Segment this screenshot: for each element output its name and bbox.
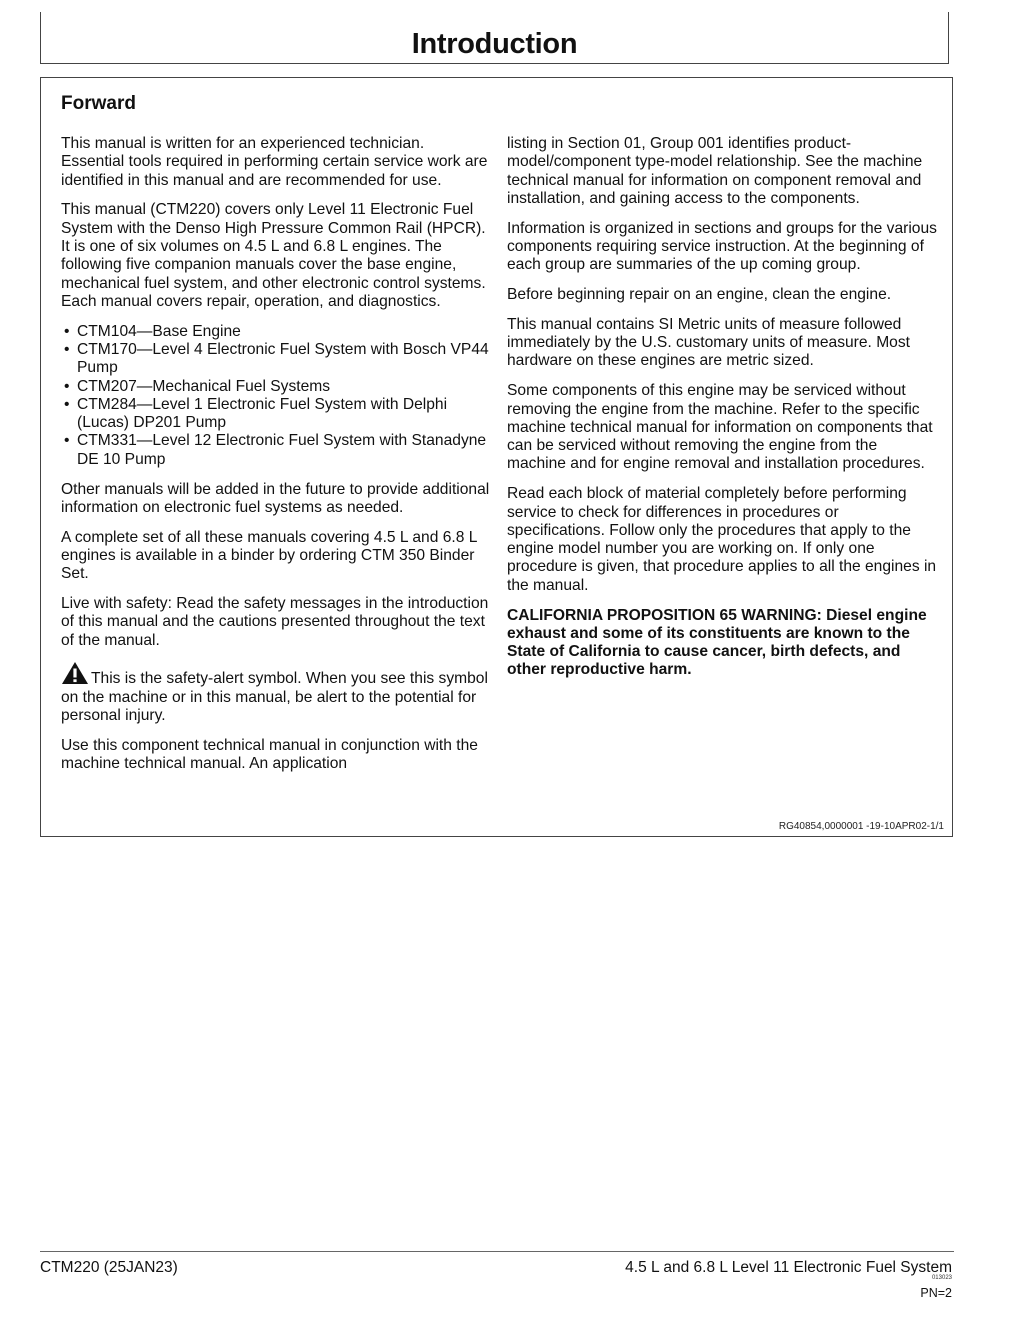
footer-document-id: CTM220 (25JAN23) [40,1259,178,1276]
reference-id: RG40854,0000001 -19-10APR02-1/1 [778,821,944,832]
paragraph: Some components of this engine may be serviced without removing the engine from the machine. Refer to the specific machine technical manual for information on components that can be serviced without removing the engine from the machine and for engine removal and installation procedures. [507,382,933,473]
paragraph: This manual (CTM220) covers only Level 11 Electronic Fuel System with the Denso High Pressure Common Rail (HPCR). It is one of six volumes on 4.5 L and 6.8 L engines. The following five companion manuals cover the base engine, mechanical fuel system, and other electronic control systems. Each manual covers repair, operation, and diagnostics. [61,201,486,310]
list-item: • CTM284—Level 1 Electronic Fuel System with Delphi (Lucas) DP201 Pump [61,396,491,433]
list-item: • CTM207—Mechanical Fuel Systems [61,378,491,396]
footer-divider [40,1251,954,1252]
section-heading: Forward [61,93,136,114]
paragraph: This manual is written for an experienced technician. Essential tools required in performing certain service work are identified in this manual and are recommended for use. [61,135,488,189]
safety-alert-paragraph [61,661,491,725]
footer-manual-title: 4.5 L and 6.8 L Level 11 Electronic Fuel System [625,1259,952,1276]
list-item: • CTM170—Level 4 Electronic Fuel System with Bosch VP44 Pump [61,341,491,378]
safety-alert-icon [61,661,89,685]
list-item: • CTM331—Level 12 Electronic Fuel System with Stanadyne DE 10 Pump [61,432,491,469]
right-column [507,135,937,691]
paragraph: Other manuals will be added in the future to provide additional information on electronic fuel systems as needed. [61,480,490,516]
prop65-warning: CALIFORNIA PROPOSITION 65 WARNING: Diesel engine exhaust and some of its constituents are known to the State of California to cause cancer, birth defects, and other reproductive harm. [507,606,927,679]
paragraph: Use this component technical manual in conjunction with the machine technical manual. An application [61,736,478,773]
left-column [61,135,491,785]
forward-section [40,77,953,837]
safety-alert-text: This is the safety-alert symbol. When you see this symbol on the machine or in this manual, be alert to the potential for personal injury. [61,670,488,725]
companion-manuals-list [61,323,491,469]
list-item: • CTM104—Base Engine [61,323,491,341]
paragraph: Read each block of material completely before performing service to check for differences in procedures or specifications. Follow only the procedures that apply to the engine model number you are working on. If only one procedure is given, that procedure applies to all the engines in the manual. [507,485,937,594]
paragraph: This manual contains SI Metric units of measure followed immediately by the U.S. customary units of measure. Most hardware on these engines are metric sized. [507,315,910,370]
paragraph: Live with safety: Read the safety messages in the introduction of this manual and the cautions presented throughout the text of the manual. [61,595,489,649]
page-number: PN=2 [920,1286,952,1300]
paragraph: listing in Section 01, Group 001 identifies product-model/component type-model relationship. See the machine technical manual for information on component removal and installation, and gaining access to the components. [507,135,923,207]
page-title: Introduction [411,28,578,60]
footer-code: 013023 [931,1275,952,1281]
paragraph: A complete set of all these manuals covering 4.5 L and 6.8 L engines is available in a binder by ordering CTM 350 Binder Set. [61,528,477,583]
paragraph: Before beginning repair on an engine, clean the engine. [507,286,892,304]
page-title-bar [40,12,949,64]
paragraph: Information is organized in sections and groups for the various components requiring service instruction. At the beginning of each group are summaries of the up coming group. [507,219,937,274]
